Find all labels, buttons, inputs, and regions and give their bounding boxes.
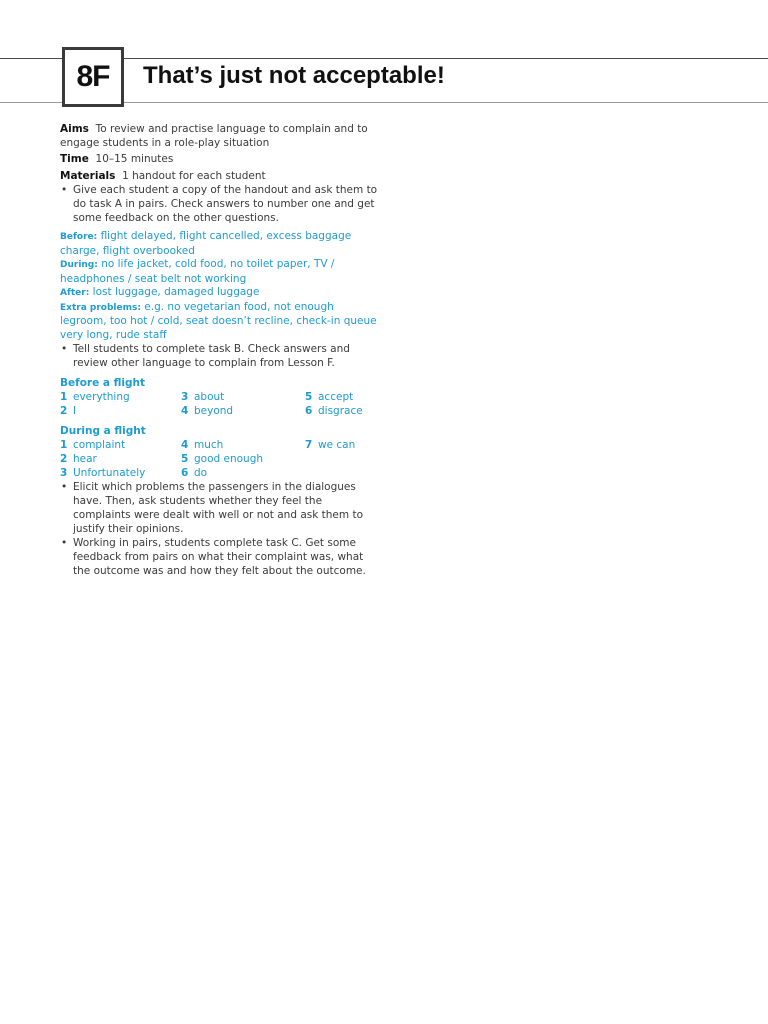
answer-item: 4 beyond bbox=[181, 405, 234, 417]
bullet-4: • Working in pairs, students complete task C. Get some feedback from pairs on what their complaint was, what the outcome was and how they felt about the outcome. bbox=[60, 536, 380, 578]
materials-text: 1 handout for each student bbox=[122, 170, 266, 182]
answer-item bbox=[305, 466, 385, 480]
answer-item bbox=[305, 452, 385, 466]
answer-before: Before: flight delayed, flight cancelled, excess baggage charge, flight overbooked bbox=[60, 230, 352, 257]
answer-item: 2 hear bbox=[60, 453, 97, 465]
answer-after: After: lost luggage, damaged luggage bbox=[60, 286, 260, 298]
bullet-2: • Tell students to complete task B. Check answers and review other language to complain from Lesson F. bbox=[60, 342, 380, 370]
unit-badge: 8F bbox=[62, 47, 124, 107]
time-text: 10–15 minutes bbox=[95, 153, 174, 165]
bullet-3: • Elicit which problems the passengers in the dialogues have. Then, ask students whether they feel the complaints were dealt with well or not and ask them to justify their opinions. bbox=[60, 480, 380, 536]
answer-item: 7 we can bbox=[305, 439, 356, 451]
answer-item: 5 good enough bbox=[181, 453, 264, 465]
aims-text: To review and practise language to complain and to engage students in a role-play situation bbox=[60, 123, 368, 149]
aims-label: Aims bbox=[60, 123, 89, 135]
aims-line bbox=[60, 122, 380, 150]
during-flight-answers bbox=[60, 438, 380, 480]
answer-item: 2 I bbox=[60, 405, 77, 417]
answer-during: During: no life jacket, cold food, no toilet paper, TV / headphones / seat belt not working bbox=[60, 258, 335, 285]
answer-item: 3 about bbox=[181, 391, 225, 403]
materials-label: Materials bbox=[60, 170, 116, 182]
answer-item: 6 disgrace bbox=[305, 405, 363, 417]
answer-item: 6 do bbox=[181, 467, 208, 479]
answer-extra: Extra problems: e.g. no vegetarian food, not enough legroom, too hot / cold, seat doesn’t recline, check-in queue very long, rude staff bbox=[60, 300, 377, 341]
before-flight-answers bbox=[60, 390, 380, 418]
answer-item: 1 everything bbox=[60, 391, 130, 403]
time-label: Time bbox=[60, 153, 89, 165]
bullet-1: • Give each student a copy of the handout and ask them to do task A in pairs. Check answers to number one and get some feedback on the other questions. bbox=[60, 183, 380, 225]
time-line bbox=[60, 152, 380, 166]
answer-item: 3 Unfortunately bbox=[60, 467, 146, 479]
page-title: That’s just not acceptable! bbox=[143, 62, 445, 89]
materials-line bbox=[60, 169, 380, 183]
during-flight-heading: During a flight bbox=[60, 425, 146, 437]
answer-item: 5 accept bbox=[305, 391, 354, 403]
answer-item: 4 much bbox=[181, 439, 224, 451]
before-flight-heading: Before a flight bbox=[60, 377, 145, 389]
answer-item: 1 complaint bbox=[60, 439, 126, 451]
answers-task-a bbox=[60, 230, 380, 342]
teacher-notes bbox=[60, 122, 380, 578]
